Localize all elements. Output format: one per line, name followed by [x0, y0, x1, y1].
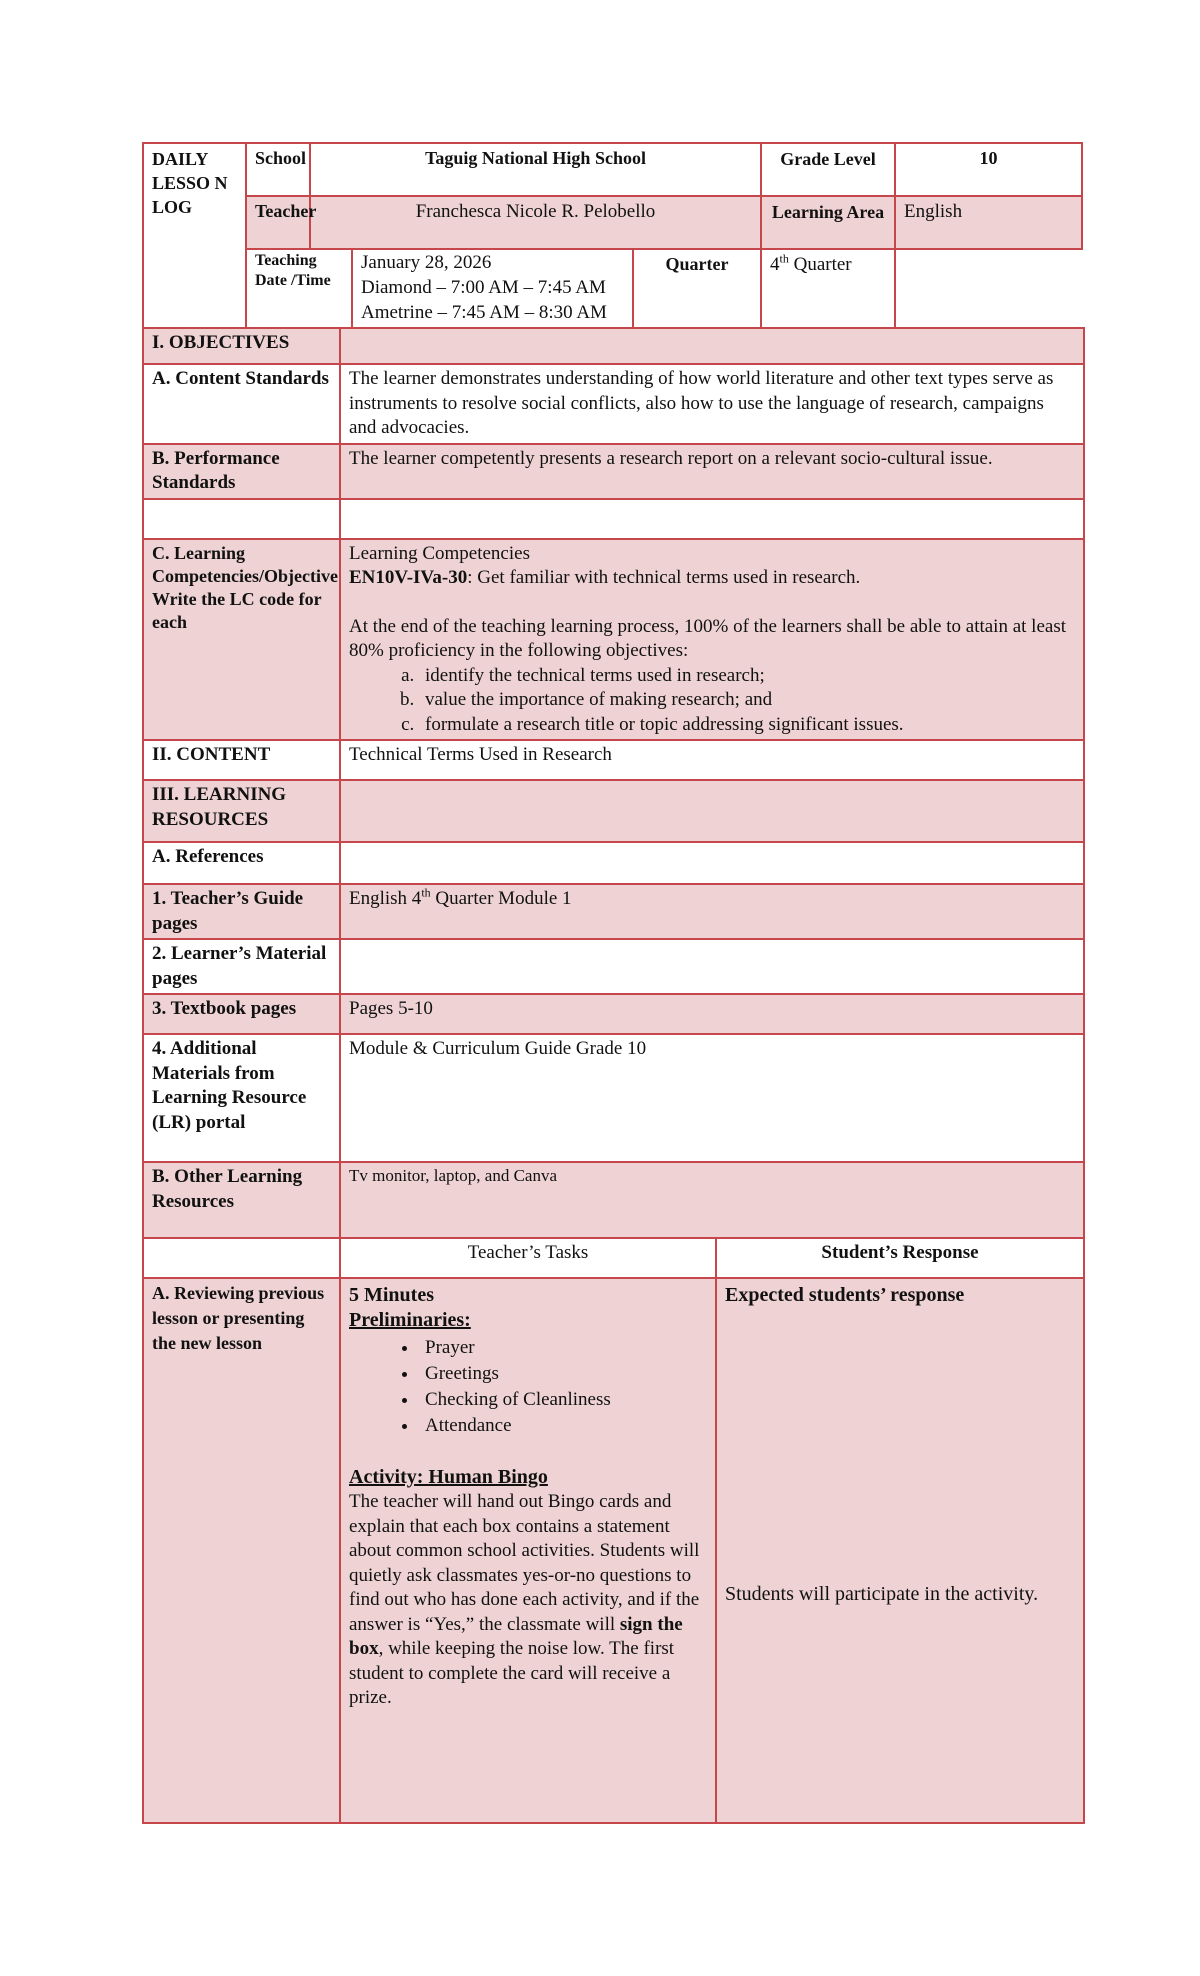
quarter-label: Quarter [633, 249, 761, 328]
lc-title: Learning Competencies [349, 542, 530, 564]
teacher-value: Franchesca Nicole R. Pelobello [310, 196, 761, 249]
content-heading: II. CONTENT [143, 740, 340, 780]
area-value: English [895, 196, 1082, 249]
teacher-tasks-cell [340, 1278, 716, 1823]
teacher-tasks-header: Teacher’s Tasks [340, 1238, 716, 1278]
lc-code-line [349, 566, 1075, 591]
teacher-label: Teacher [246, 196, 310, 249]
content-standards-text: The learner demonstrates understanding of how world literature and other text types serve as instruments to resolve social conflicts, also how to use the language of research, campaigns and advocacies. [340, 364, 1084, 444]
date-line-1: January 28, 2026 [361, 252, 492, 273]
date-value [351, 248, 632, 327]
header-table [142, 142, 1083, 329]
spacer-label [143, 499, 340, 539]
objectives-heading: I. OBJECTIVES [143, 328, 340, 364]
list-item: b. value the importance of making research; and [419, 688, 1075, 713]
tg-value: English 4th Quarter Module 1 [340, 884, 1084, 939]
prelim-list [349, 1335, 707, 1439]
lc-content [340, 539, 1084, 741]
doc-title: DAILY LESSO N LOG [143, 143, 246, 328]
lc-intro: At the end of the teaching learning process, 100% of the learners shall be able to attain at least 80% proficiency in the following objectives: [349, 615, 1066, 661]
objectives-heading-blank [340, 328, 1084, 364]
lesson-log-page [142, 142, 1083, 1824]
grade-label: Grade Level [761, 143, 895, 196]
additional-materials-label: 4. Additional Materials from Learning Resource (LR) portal [143, 1034, 340, 1162]
school-label: School [246, 143, 310, 196]
school-value: Taguig National High School [310, 143, 761, 196]
minutes: 5 Minutes [349, 1284, 434, 1306]
content-value: Technical Terms Used in Research [340, 740, 1084, 780]
student-response-header: Student’s Response [716, 1238, 1084, 1278]
date-label-text: Teaching Date /Time [255, 252, 331, 289]
date-line-3: Ametrine – 7:45 AM – 8:30 AM [361, 302, 607, 323]
expected-heading: Expected students’ response [725, 1284, 965, 1306]
tb-value: Pages 5-10 [340, 994, 1084, 1034]
other-resources-label: B. Other Learning Resources [143, 1162, 340, 1238]
list-item: • Checking of Cleanliness [419, 1387, 707, 1413]
area-label: Learning Area [761, 196, 895, 249]
student-response-text: Students will participate in the activity. [725, 1583, 1039, 1605]
date-line-2: Diamond – 7:00 AM – 7:45 AM [361, 277, 606, 298]
activity-heading: Activity: Human Bingo [349, 1466, 548, 1488]
grade-value: 10 [895, 143, 1082, 196]
resources-heading: III. LEARNING RESOURCES [143, 780, 340, 842]
list-item: c. formulate a research title or topic addressing significant issues. [419, 713, 1075, 738]
list-item: • Attendance [419, 1413, 707, 1439]
lm-label: 2. Learner’s Material pages [143, 939, 340, 994]
body-table [142, 327, 1085, 1824]
activity-text: The teacher will hand out Bingo cards and explain that each box contains a statement about common school activities. Students will quietly ask classmates yes-or-no questions to find out who has done each activity, and if the answer is “Yes,” the classmate will sign the box, while keeping the noise low. The first student to complete the card will receive a prize. [349, 1491, 700, 1708]
lm-value [340, 939, 1084, 994]
lc-code: EN10V-IVa-30 [349, 567, 468, 588]
student-response-cell [716, 1278, 1084, 1823]
lc-objectives-list [349, 664, 1075, 738]
lc-label: C. Learning Competencies/Objective Write the LC code for each [143, 539, 340, 741]
date-label [246, 249, 633, 328]
other-resources-value: Tv monitor, laptop, and Canva [340, 1162, 1084, 1238]
prelim-heading: Preliminaries: [349, 1309, 471, 1331]
list-item: a. identify the technical terms used in research; [419, 664, 1075, 689]
tb-label: 3. Textbook pages [143, 994, 340, 1034]
references-blank [340, 842, 1084, 884]
additional-materials-value: Module & Curriculum Guide Grade 10 [340, 1034, 1084, 1162]
quarter-value: 4th Quarter [761, 249, 895, 328]
list-item: • Prayer [419, 1335, 707, 1361]
spacer-value [340, 499, 1084, 539]
procedures-header-blank [143, 1238, 340, 1278]
content-standards-label: A. Content Standards [143, 364, 340, 444]
performance-standards-label: B. Performance Standards [143, 444, 340, 499]
performance-standards-text: The learner competently presents a research report on a relevant socio-cultural issue. [340, 444, 1084, 499]
lc-desc: : Get familiar with technical terms used in research. [467, 567, 861, 588]
review-label: A. Reviewing previous lesson or presenting the new lesson [143, 1278, 340, 1823]
tg-label: 1. Teacher’s Guide pages [143, 884, 340, 939]
resources-heading-blank [340, 780, 1084, 842]
list-item: • Greetings [419, 1361, 707, 1387]
references-label: A. References [143, 842, 340, 884]
